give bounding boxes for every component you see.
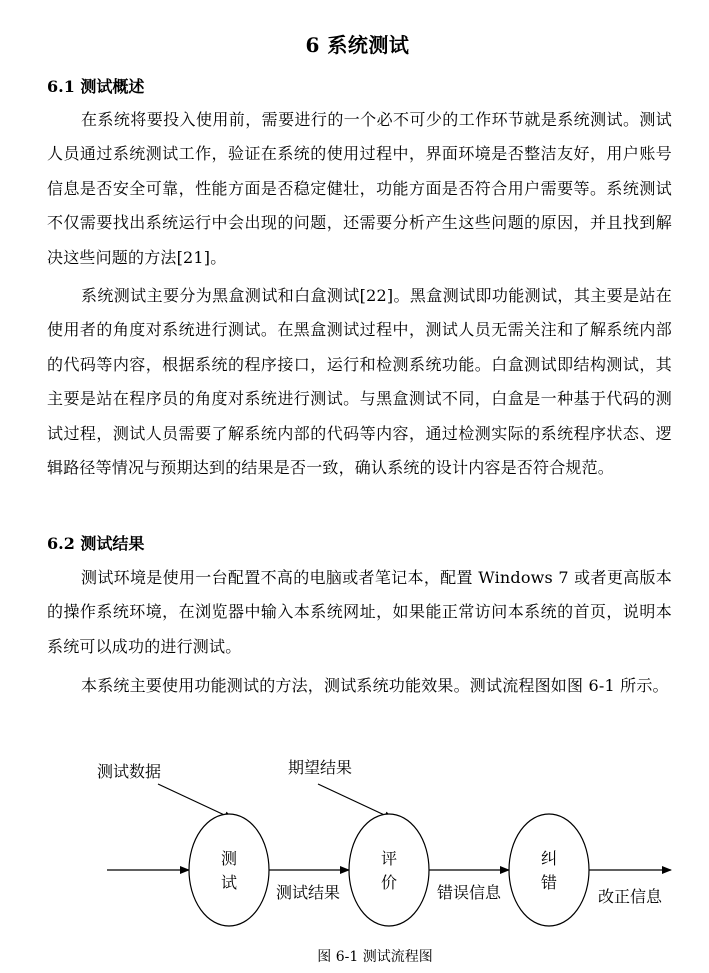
figure-caption: 图 6-1 测试流程图	[317, 949, 433, 965]
label-correction-info: 改正信息	[598, 887, 663, 906]
chapter-title: 6 系统测试	[305, 33, 410, 57]
label-test-result: 测试结果	[276, 883, 341, 902]
node-correct-char-1: 纠	[540, 849, 558, 868]
section-heading-6-2: 6.2 测试结果	[47, 534, 145, 553]
expected-result-arrow	[318, 784, 393, 819]
label-expected-result: 期望结果	[288, 758, 353, 777]
node-test-char-2: 试	[220, 873, 238, 892]
label-test-data: 测试数据	[97, 762, 162, 781]
label-error-info: 错误信息	[437, 883, 502, 902]
section-heading-6-1: 6.1 测试概述	[47, 77, 145, 96]
paragraph-results-2: 本系统主要使用功能测试的方法，测试系统功能效果。测试流程图如图 6-1 所示。	[81, 676, 669, 695]
paragraph-results-1: 测试环境是使用一台配置不高的电脑或者笔记本，配置 Windows 7 或者更高版本的操作系统环境，在浏览器中输入本系统网址，如果能正常访问本系统的首页，说明本系统可以成功的进行测试。	[47, 568, 672, 656]
node-correct-ellipse	[509, 814, 589, 926]
node-test-ellipse	[189, 814, 269, 926]
node-evaluate-ellipse	[349, 814, 429, 926]
node-evaluate-char-1: 评	[380, 849, 398, 868]
node-correct-char-2: 错	[540, 873, 558, 892]
paragraph-overview-2: 系统测试主要分为黑盒测试和白盒测试[22]。黑盒测试即功能测试，其主要是站在使用者的角度对系统进行测试。在黑盒测试过程中，测试人员无需关注和了解系统内部的代码等内容，根据系统的程序接口，运行和检测系统功能。白盒测试即结构测试，其主要是站在程序员的角度对系统进行测试。与黑盒测试不同，白盒是一种基于代码的测试过程，测试人员需要了解系统内部的代码等内容，通过检测实际的系统程序状态、逻辑路径等情况与预期达到的结果是否一致，确认系统的设计内容是否符合规范。	[47, 286, 672, 478]
test-data-arrow	[158, 784, 233, 819]
test-flowchart	[0, 740, 709, 940]
paragraph-overview-1: 在系统将要投入使用前，需要进行的一个必不可少的工作环节就是系统测试。测试人员通过系统测试工作，验证在系统的使用过程中，界面环境是否整洁友好，用户账号信息是否安全可靠，性能方面是否稳定健壮，功能方面是否符合用户需要等。系统测试不仅需要找出系统运行中会出现的问题，还需要分析产生这些问题的原因，并且找到解决这些问题的方法[21]。	[47, 110, 672, 267]
node-test-char-1: 测	[220, 849, 238, 868]
node-evaluate-char-2: 价	[380, 873, 398, 892]
